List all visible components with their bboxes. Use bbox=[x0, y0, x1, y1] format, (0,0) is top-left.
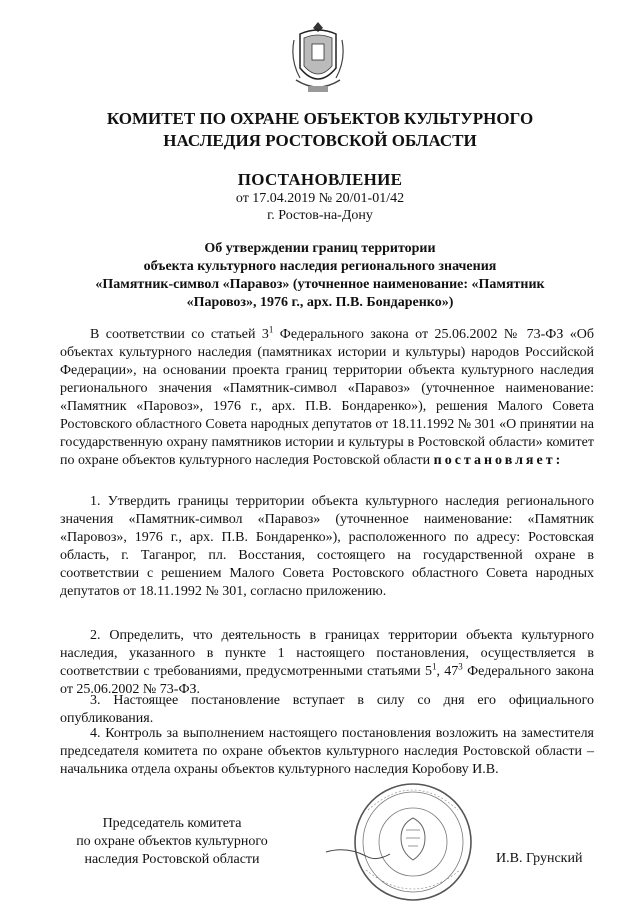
item-4-paragraph bbox=[60, 725, 594, 779]
item-4-text: 4. Контроль за выполнением настоящего постановления возложить на заместителя председателя комитета по охране объектов культурного наследия Ростовской области – начальника отдела охраны объектов культурного наследия Коробову И.В. bbox=[60, 726, 594, 777]
item-2-text-mid: , 47 bbox=[436, 664, 459, 679]
committee-name-line2: НАСЛЕДИЯ РОСТОВСКОЙ ОБЛАСТИ bbox=[163, 131, 477, 150]
decree-word: постановляет: bbox=[433, 453, 564, 468]
official-seal-icon bbox=[318, 774, 488, 902]
document-date-number: от 17.04.2019 № 20/01-01/42 bbox=[235, 191, 405, 206]
document-city: г. Ростов-на-Дону bbox=[267, 208, 373, 223]
preamble-text-start: В соответствии со статьей 3 bbox=[90, 327, 269, 342]
preamble-text: Федерального закона от 25.06.2002 № 73-ФЗ «Об объектах культурного наследия (памятниках истории и культуры) народов Российской Федерации», на основании проекта границ территории объекта культурного наследия регионального значения «Памятник-символ «Паравоз» (уточненное наименование: «Памятник «Паровоз», 1976 г., арх. П.В. Бондаренко»), решения Малого Совета Ростовского областного Совета народных депутатов от 18.11.1992 № 301 «О принятии на государственную охрану памятников истории и культуры в Ростовской области» комитет по охране объектов культурного наследия Ростовской области bbox=[60, 327, 594, 468]
preamble-paragraph bbox=[60, 326, 594, 470]
committee-name-line1: КОМИТЕТ ПО ОХРАНЕ ОБЪЕКТОВ КУЛЬТУРНОГО bbox=[106, 109, 534, 128]
position-line1: Председатель комитета bbox=[102, 816, 242, 831]
item-1-paragraph bbox=[60, 493, 594, 601]
document-title-line2: объекта культурного наследия регионального значения bbox=[143, 259, 497, 274]
coat-of-arms-icon bbox=[290, 20, 346, 96]
item-1-text: 1. Утвердить границы территории объекта культурного наследия регионального значения «Памятник-символ «Паравоз» (уточненное наименование: «Памятник «Паровоз», 1976 г., арх. П.В. Бондаренко»), расположенного по адресу: Ростовская область, г. Таганрог, пл. Восстания, состоящего на государственной охране в соответствии с решением Малого Совета Ростовского областного Совета народных депутатов от 18.11.1992 № 301, согласно приложению. bbox=[60, 494, 594, 599]
item-3-paragraph bbox=[60, 692, 594, 728]
document-title-line4: «Паровоз», 1976 г., арх. П.В. Бондаренко») bbox=[186, 295, 454, 310]
item-2-text-start: 2. Определить, что деятельность в границах территории объекта культурного наследия, указанного в пункте 1 настоящего постановления, осуществляется в соответствии с требованиями, предусмотренными статьями 5 bbox=[60, 628, 594, 679]
superscript: 3 bbox=[458, 661, 463, 672]
position-line3: наследия Ростовской области bbox=[84, 852, 260, 867]
document-title-line1: Об утверждении границ территории bbox=[204, 241, 436, 256]
superscript: 1 bbox=[431, 661, 437, 672]
position-line2: по охране объектов культурного bbox=[76, 834, 268, 849]
superscript: 1 bbox=[268, 324, 274, 335]
signatory-position bbox=[62, 815, 282, 869]
item-2-paragraph bbox=[60, 627, 594, 699]
document-type: ПОСТАНОВЛЕНИЕ bbox=[237, 170, 403, 189]
item-2-text-end: Федерального закона от 25.06.2002 № 73-ФЗ. bbox=[60, 664, 595, 697]
item-3-text: 3. Настоящее постановление вступает в силу со дня его официального опубликования. bbox=[60, 693, 594, 726]
signatory-name: И.В. Грунский bbox=[496, 851, 583, 866]
document-title-line3: «Памятник-символ «Паравоз» (уточненное наименование: «Памятник bbox=[95, 277, 545, 292]
